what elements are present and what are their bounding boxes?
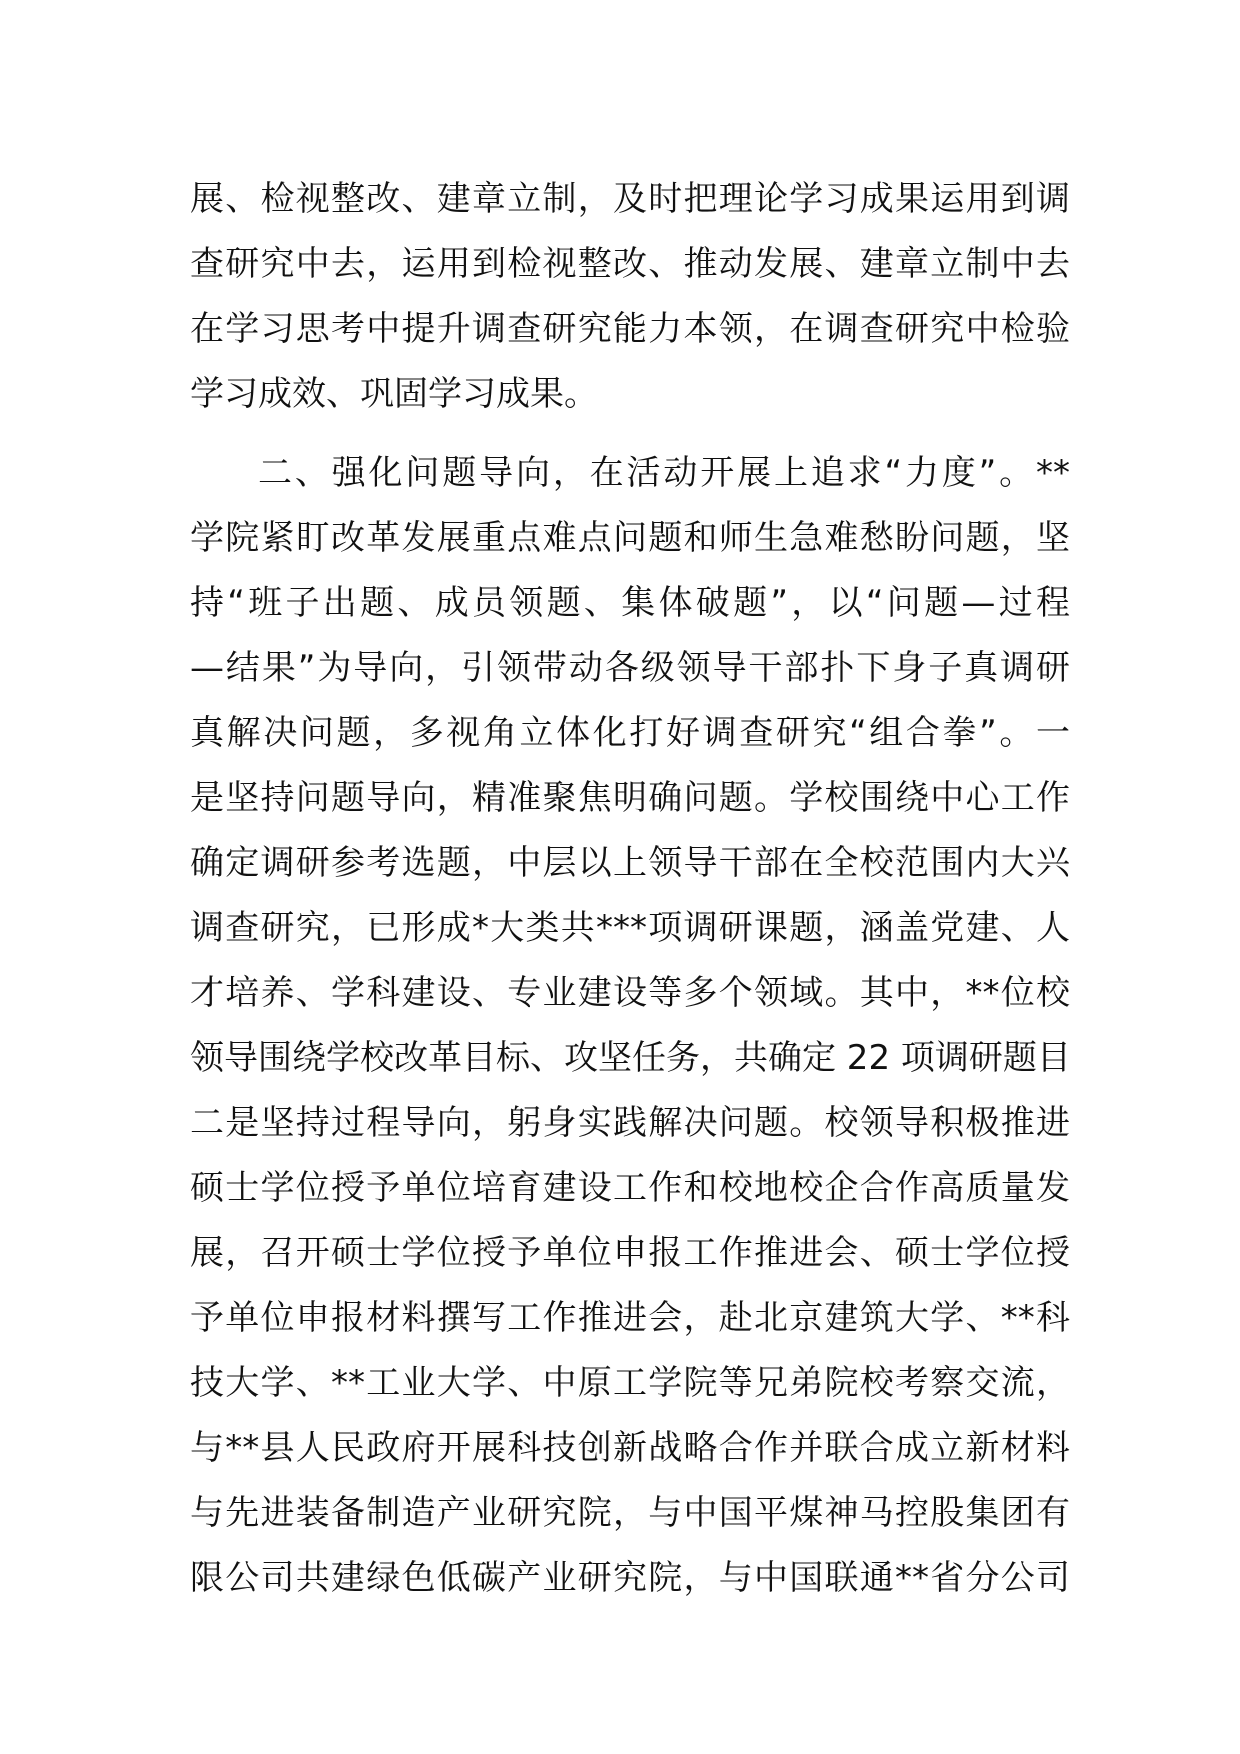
text-line: 限公司共建绿色低碳产业研究院，与中国联通**省分公司 [190,1558,1070,1598]
text-line: 在学习思考中提升调查研究能力本领，在调查研究中检验 [190,309,1070,349]
text-line: 调查研究，已形成*大类共***项调研课题，涵盖党建、人 [190,908,1070,948]
text-line: 予单位申报材料撰写工作推进会，赴北京建筑大学、**科 [190,1298,1070,1338]
text-line: 持“班子出题、成员领题、集体破题”，以“问题—过程 [190,583,1070,623]
text-line: 展，召开硕士学位授予单位申报工作推进会、硕士学位授 [190,1233,1070,1273]
paragraph-gap [190,427,1070,441]
text-line: 真解决问题，多视角立体化打好调查研究“组合拳”。一 [190,713,1070,753]
text-line: 与先进装备制造产业研究院，与中国平煤神马控股集团有 [190,1493,1070,1533]
document-body [190,167,1070,1611]
text-line: 领导围绕学校改革目标、攻坚任务，共确定 22 项调研题目 [190,1038,1071,1078]
text-line: 与**县人民政府开展科技创新战略合作并联合成立新材料 [190,1428,1070,1468]
text-line: 是坚持问题导向，精准聚焦明确问题。学校围绕中心工作 [190,778,1070,818]
text-line: 展、检视整改、建章立制，及时把理论学习成果运用到调 [190,179,1070,219]
text-line: 技大学、**工业大学、中原工学院等兄弟院校考察交流， [190,1363,1070,1403]
text-line: 查研究中去，运用到检视整改、推动发展、建章立制中去 [190,244,1070,284]
text-line: 学习成效、巩固学习成果。 [190,374,598,414]
section-heading-line: 二、强化问题导向，在活动开展上追求“力度”。** [258,453,1070,493]
text-line: 学院紧盯改革发展重点难点问题和师生急难愁盼问题，坚 [190,518,1070,558]
text-line: 确定调研参考选题，中层以上领导干部在全校范围内大兴 [190,843,1070,883]
text-line: 硕士学位授予单位培育建设工作和校地校企合作高质量发 [190,1168,1070,1208]
text-line: —结果”为导向，引领带动各级领导干部扑下身子真调研 [190,648,1070,688]
text-line: 二是坚持过程导向，躬身实践解决问题。校领导积极推进 [190,1103,1070,1143]
text-line: 才培养、学科建设、专业建设等多个领域。其中，**位校 [190,973,1070,1013]
